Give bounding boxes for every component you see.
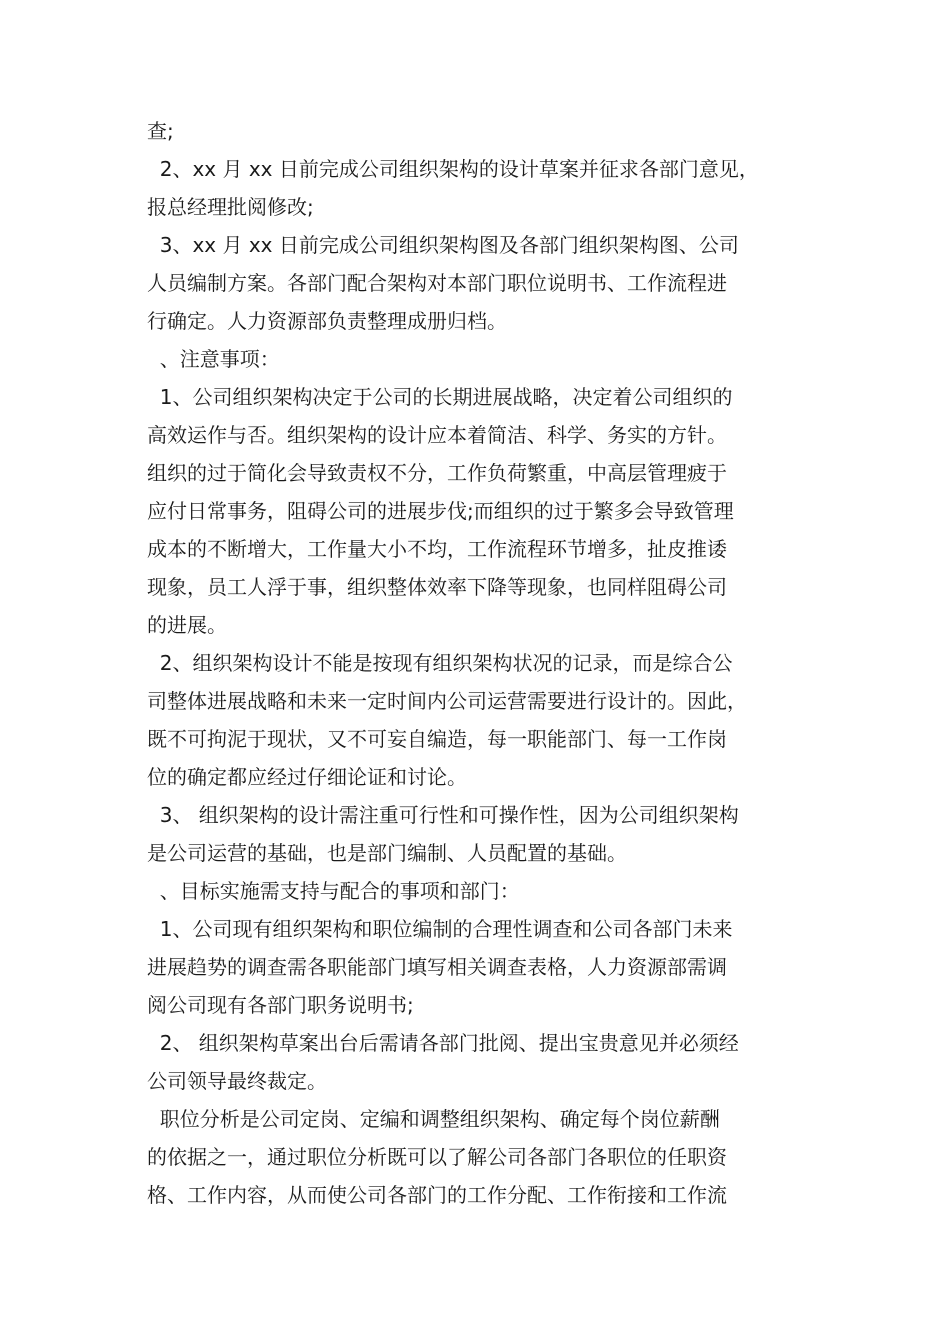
text-line: 高效运作与否。组织架构的设计应本着简洁、科学、务实的方针。 [147,423,727,447]
paragraph [147,1100,807,1214]
text-line: 是公司运营的基础，也是部门编制、人员配置的基础。 [147,841,627,865]
text-line: 公司领导最终裁定。 [147,1069,327,1093]
text-line: 格、工作内容，从而使公司各部门的工作分配、工作衔接和工作流 [147,1183,727,1207]
paragraph [147,150,807,226]
text-line: 的依据之一，通过职位分析既可以了解公司各部门各职位的任职资 [147,1145,727,1169]
paragraph [147,796,807,872]
paragraph [147,112,807,150]
paragraph [147,378,807,644]
text-line: 3、 组织架构的设计需注重可行性和可操作性，因为公司组织架构 [147,803,739,827]
text-line: 职位分析是公司定岗、定编和调整组织架构、确定每个岗位薪酬 [147,1107,720,1131]
text-line: 进展趋势的调查需各职能部门填写相关调查表格，人力资源部需调 [147,955,727,979]
paragraph [147,910,807,1024]
text-line: 查; [147,119,174,143]
text-line: 2、xx 月 xx 日前完成公司组织架构的设计草案并征求各部门意见， [147,157,759,181]
text-line: 人员编制方案。各部门配合架构对本部门职位说明书、工作流程进 [147,271,727,295]
text-line: 1、公司组织架构决定于公司的长期进展战略，决定着公司组织的 [147,385,733,409]
text-line: 、注意事项： [147,347,280,371]
paragraph [147,644,807,796]
text-line: 3、xx 月 xx 日前完成公司组织架构图及各部门组织架构图、公司 [147,233,739,257]
text-line: 1、公司现有组织架构和职位编制的合理性调查和公司各部门未来 [147,917,733,941]
paragraph [147,872,807,910]
text-line: 应付日常事务，阻碍公司的进展步伐;而组织的过于繁多会导致管理 [147,499,734,523]
paragraph [147,226,807,340]
text-line: 既不可拘泥于现状，又不可妄自编造，每一职能部门、每一工作岗 [147,727,727,751]
document-body [147,112,807,1214]
text-line: 行确定。人力资源部负责整理成册归档。 [147,309,507,333]
text-line: 组织的过于简化会导致责权不分，工作负荷繁重，中高层管理疲于 [147,461,727,485]
text-line: 2、组织架构设计不能是按现有组织架构状况的记录，而是综合公 [147,651,733,675]
paragraph [147,1024,807,1100]
text-line: 的进展。 [147,613,227,637]
text-line: 成本的不断增大，工作量大小不均，工作流程环节增多，扯皮推诿 [147,537,727,561]
paragraph [147,340,807,378]
text-line: 、目标实施需支持与配合的事项和部门： [147,879,520,903]
text-line: 阅公司现有各部门职务说明书; [147,993,414,1017]
text-line: 现象，员工人浮于事，组织整体效率下降等现象，也同样阻碍公司 [147,575,727,599]
text-line: 司整体进展战略和未来一定时间内公司运营需要进行设计的。因此， [147,689,747,713]
text-line: 2、 组织架构草案出台后需请各部门批阅、提出宝贵意见并必须经 [147,1031,739,1055]
text-line: 位的确定都应经过仔细论证和讨论。 [147,765,467,789]
text-line: 报总经理批阅修改; [147,195,314,219]
